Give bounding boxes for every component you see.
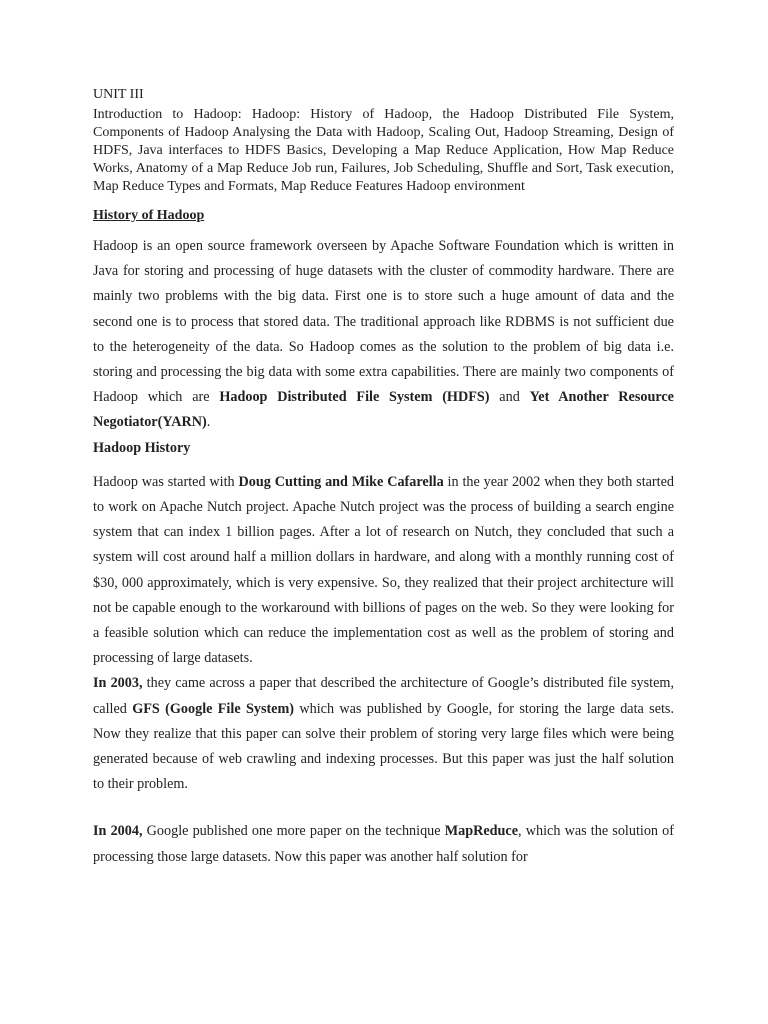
- paragraph-text: which was published by Google, for storing the large data sets. Now they realize that this paper can solve their problem of storing very large files which were being generated because of web crawling and indexing processes. But this paper was just the half solution to their problem.: [93, 700, 675, 793]
- paragraph-text: and: [489, 389, 530, 406]
- paragraph-hadoop-overview: [93, 234, 674, 436]
- paragraph-2004: [93, 819, 674, 869]
- bold-gfs: GFS (Google File System): [132, 700, 295, 717]
- bold-founders: Doug Cutting and Mike Cafarella: [238, 473, 444, 490]
- bold-hdfs: Hadoop Distributed File System (HDFS): [219, 389, 490, 406]
- bold-yarn: Yet Another Resource Negotiator(YARN): [93, 389, 674, 431]
- bold-mapreduce: MapReduce: [444, 823, 519, 840]
- blank-line: [93, 797, 674, 819]
- paragraph-2003: [93, 671, 674, 797]
- paragraph-text: Hadoop is an open source framework overseen by Apache Software Foundation which is written in Java for storing and processing of huge datasets with the cluster of commodity hardware. There are mainly two problems with the big data. First one is to store such a huge amount of data and the second one is to process that stored data. The traditional approach like RDBMS is not sufficient due to the heterogeneity of the data. So Hadoop comes as the solution to the problem of big data i.e. storing and processing the big data with some extra capabilities. There are mainly two components of Hadoop which are: [93, 238, 674, 406]
- paragraph-text: in the year 2002 when they both started to work on Apache Nutch project. Apache Nutch project was the process of building a search engine system that can index 1 billion pages. After a lot of research on Nutch, they concluded that such a system will cost around half a million dollars in hardware, and along with a monthly running cost of $30, 000 approximately, which is very expensive. So, they realized that their project architecture will not be capable enough to the workaround with billions of pages on the web. So they were looking for a feasible solution which can reduce the implementation cost as well as the problem of storing and processing of large datasets.: [93, 473, 674, 667]
- paragraph-text: Hadoop was started with: [93, 473, 239, 490]
- paragraph-text: .: [206, 414, 211, 431]
- paragraph-hadoop-history: [93, 470, 674, 672]
- paragraph-text: Google published one more paper on the technique: [142, 823, 445, 840]
- unit-intro: Introduction to Hadoop: Hadoop: History of Hadoop, the Hadoop Distributed File System, Components of Hadoop Analysing the Data with Hadoop, Scaling Out, Hadoop Streaming, Design of HDFS, Java interfaces to HDFS Basics, Developing a Map Reduce Application, How Map Reduce Works, Anatomy of a Map Reduce Job run, Failures, Job Scheduling, Shuffle and Sort, Task execution, Map Reduce Types and Formats, Map Reduce Features Hadoop environment: [93, 107, 674, 194]
- bold-year-2003: In 2003,: [93, 675, 143, 692]
- bold-year-2004: In 2004,: [93, 823, 143, 840]
- paragraph-text: , which was the solution of processing those large datasets. Now this paper was another half solution for: [93, 823, 675, 865]
- paragraph-text: they came across a paper that described the architecture of Google’s distributed file system, called: [93, 675, 674, 717]
- subheading: Hadoop History: [93, 439, 191, 456]
- document-page: [93, 86, 674, 870]
- unit-title: UNIT III: [93, 87, 144, 102]
- section-heading: History of Hadoop: [93, 208, 205, 223]
